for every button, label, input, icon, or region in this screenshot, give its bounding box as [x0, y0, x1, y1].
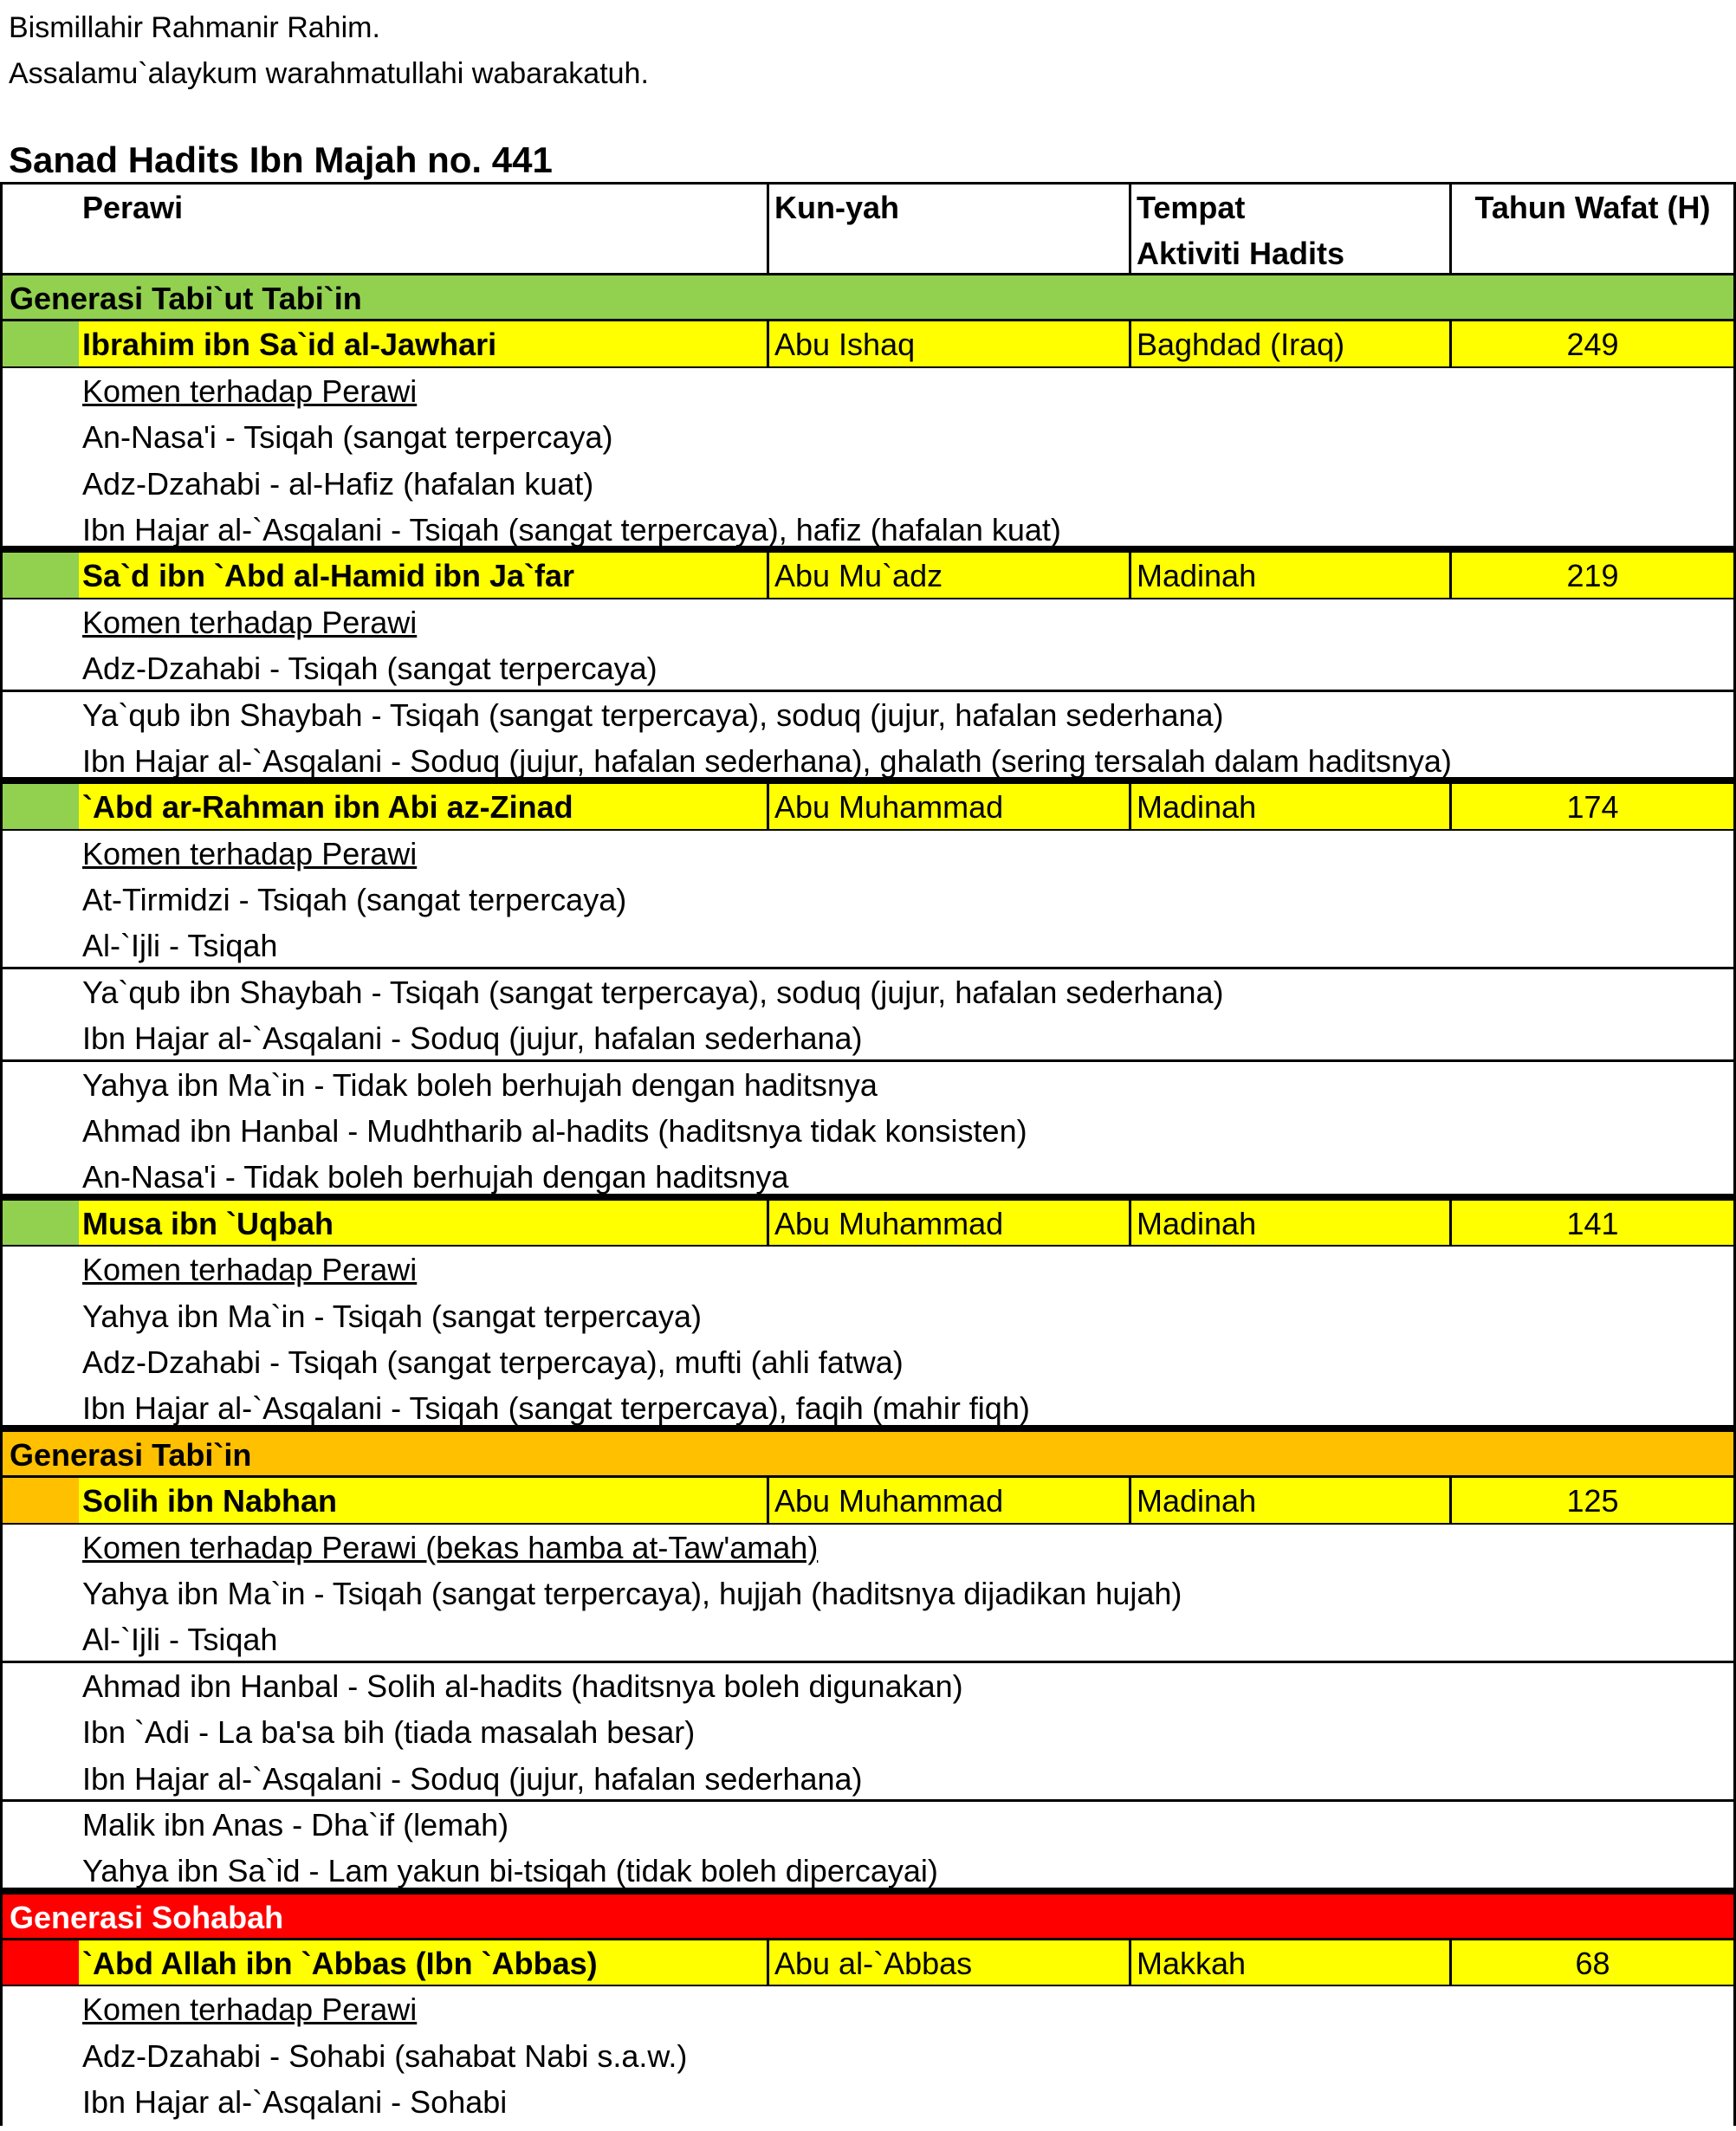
narrator-name: Musa ibn `Uqbah: [79, 1201, 767, 1245]
comment-line: Yahya ibn Ma`in - Tidak boleh berhujah dengan haditsnya: [82, 1066, 878, 1103]
narrator-name: `Abd Allah ibn `Abbas (Ibn `Abbas): [79, 1940, 767, 1985]
comment-line: Ya`qub ibn Shaybah - Tsiqah (sangat terpercaya), soduq (jujur, hafalan sederhana): [82, 974, 1224, 1010]
narrator-death-year: 174: [1449, 784, 1733, 828]
generation-marker: [3, 1201, 79, 1245]
narrator-row: [3, 784, 1733, 830]
narrator-place: Baghdad (Iraq): [1129, 321, 1449, 366]
narrator-kunyah: Abu Muhammad: [767, 784, 1129, 828]
narrator-death-year: 219: [1449, 553, 1733, 597]
comment-line: Adz-Dzahabi - Tsiqah (sangat terpercaya), mufti (ahli fatwa): [82, 1344, 904, 1380]
header-kunyah: Kun-yah: [767, 185, 1129, 273]
narrator-row: [3, 1478, 1733, 1524]
narrator-name: Ibrahim ibn Sa`id al-Jawhari: [79, 321, 767, 366]
header-perawi: Perawi: [82, 190, 184, 225]
comment-title: Komen terhadap Perawi: [82, 372, 418, 409]
comment-line: Yahya ibn Ma`in - Tsiqah (sangat terpercaya): [82, 1298, 703, 1334]
greeting-line-2: Assalamu`alaykum warahmatullahi wabarakatuh.: [9, 57, 649, 90]
comment-line: Ibn `Adi - La ba'sa bih (tiada masalah besar): [82, 1714, 696, 1751]
generation-marker: [3, 1940, 79, 1985]
generation-row: Generasi Sohabah: [3, 1895, 1733, 1940]
header-spacer: [3, 185, 79, 273]
narrator-kunyah: Abu Ishaq: [767, 321, 1129, 366]
generation-marker: [3, 321, 79, 366]
comment-line: Ibn Hajar al-`Asqalani - Soduq (jujur, hafalan sederhana): [3, 1015, 1733, 1061]
comment-line: An-Nasa'i - Tidak boleh berhujah dengan haditsnya: [3, 1154, 1733, 1200]
narrator-name: Solih ibn Nabhan: [79, 1478, 767, 1522]
narrator-name: `Abd ar-Rahman ibn Abi az-Zinad: [79, 784, 767, 828]
narrator-row: [3, 553, 1733, 599]
comment-line: Ibn Hajar al-`Asqalani - Soduq (jujur, hafalan sederhana), ghalath (sering tersalah dalam haditsnya): [3, 738, 1733, 784]
comment-line: Ya`qub ibn Shaybah - Tsiqah (sangat terpercaya), soduq (jujur, hafalan sederhana): [82, 696, 1224, 733]
comment-line: Malik ibn Anas - Dha`if (lemah): [82, 1806, 509, 1843]
comment-line: Adz-Dzahabi - Sohabi (sahabat Nabi s.a.w.): [82, 2037, 688, 2074]
narrator-place: Madinah: [1129, 784, 1449, 828]
narrator-death-year: 68: [1449, 1940, 1733, 1985]
narrator-row: [3, 1201, 1733, 1247]
narrator-place: Makkah: [1129, 1940, 1449, 1985]
generation-row: Generasi Tabi`ut Tabi`in: [3, 275, 1733, 321]
comment-line: Ibn Hajar al-`Asqalani - Soduq (jujur, hafalan sederhana): [3, 1756, 1733, 1802]
comment-title: Komen terhadap Perawi: [82, 1252, 418, 1288]
generation-marker: [3, 784, 79, 828]
generation-marker: [3, 1478, 79, 1522]
narrator-kunyah: Abu Mu`adz: [767, 553, 1129, 597]
document-title: Sanad Hadits Ibn Majah no. 441: [9, 139, 553, 180]
comment-line: Yahya ibn Ma`in - Tsiqah (sangat terpercaya), hujjah (haditsnya dijadikan hujah): [82, 1575, 1182, 1611]
narrator-name: Sa`d ibn `Abd al-Hamid ibn Ja`far: [79, 553, 767, 597]
comment-line: Ibn Hajar al-`Asqalani - Tsiqah (sangat terpercaya), faqih (mahir fiqh): [3, 1385, 1733, 1431]
generation-row: Generasi Tabi`in: [3, 1432, 1733, 1478]
narrator-place: Madinah: [1129, 1201, 1449, 1245]
comment-title: Komen terhadap Perawi: [82, 835, 418, 871]
narrator-death-year: 141: [1449, 1201, 1733, 1245]
narrator-place: Madinah: [1129, 1478, 1449, 1522]
comment-line: Ahmad ibn Hanbal - Mudhtharib al-hadits (haditsnya tidak konsisten): [82, 1113, 1027, 1150]
comment-line: An-Nasa'i - Tsiqah (sangat terpercaya): [82, 419, 613, 456]
narrator-kunyah: Abu al-`Abbas: [767, 1940, 1129, 1985]
table-body: [3, 275, 1733, 2126]
comment-line: Ibn Hajar al-`Asqalani - Sohabi: [82, 2084, 508, 2121]
comment-title: Komen terhadap Perawi: [82, 1992, 418, 2028]
comment-line: Ahmad ibn Hanbal - Solih al-hadits (haditsnya boleh digunakan): [82, 1668, 963, 1704]
narrator-kunyah: Abu Muhammad: [767, 1478, 1129, 1522]
comment-title: Komen terhadap Perawi (bekas hamba at-Taw'amah): [82, 1529, 819, 1565]
header-tempat: Tempat Aktiviti Hadits: [1129, 185, 1449, 273]
narrator-death-year: 125: [1449, 1478, 1733, 1522]
narrator-place: Madinah: [1129, 553, 1449, 597]
comment-line: Adz-Dzahabi - al-Hafiz (hafalan kuat): [82, 465, 594, 502]
narrator-row: [3, 1940, 1733, 1986]
sanad-table: [0, 182, 1736, 2126]
narrator-death-year: 249: [1449, 321, 1733, 366]
comment-line: Al-`Ijli - Tsiqah: [3, 923, 1733, 968]
greeting: [9, 5, 649, 97]
comment-line: Adz-Dzahabi - Tsiqah (sangat terpercaya): [3, 645, 1733, 691]
comment-title: Komen terhadap Perawi: [82, 604, 418, 640]
comment-line: Ibn Hajar al-`Asqalani - Tsiqah (sangat terpercaya), hafiz (hafalan kuat): [3, 507, 1733, 553]
narrator-kunyah: Abu Muhammad: [767, 1201, 1129, 1245]
header-tahun-wafat: Tahun Wafat (H): [1449, 185, 1733, 273]
narrator-row: [3, 321, 1733, 367]
generation-marker: [3, 553, 79, 597]
comment-line: At-Tirmidzi - Tsiqah (sangat terpercaya): [82, 882, 627, 918]
comment-line: Yahya ibn Sa`id - Lam yakun bi-tsiqah (tidak boleh dipercayai): [3, 1848, 1733, 1894]
header-row: [3, 182, 1733, 275]
greeting-line-1: Bismillahir Rahmanir Rahim.: [9, 11, 380, 44]
comment-line: Al-`Ijli - Tsiqah: [3, 1616, 1733, 1662]
